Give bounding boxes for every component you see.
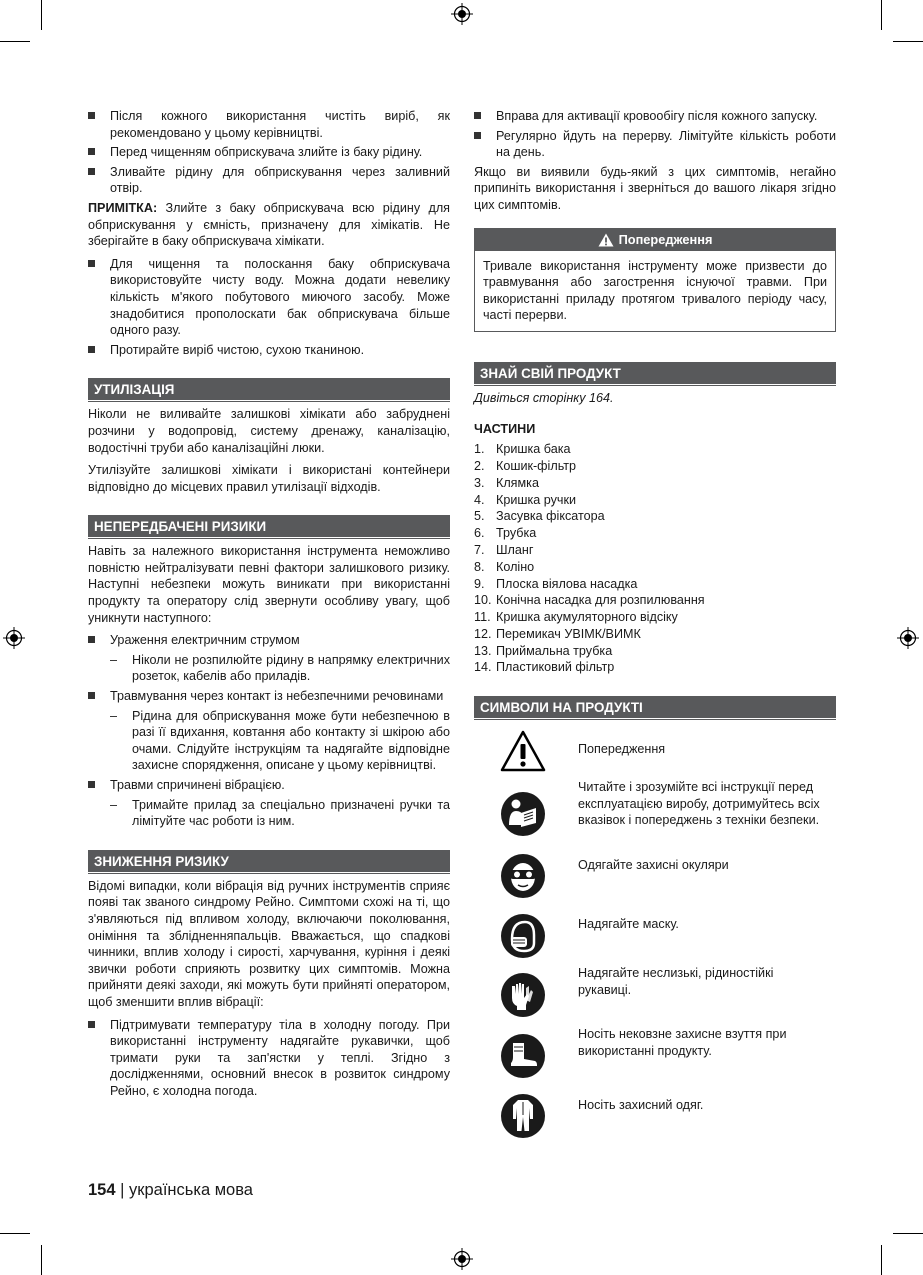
list-item: 10. Конічна насадка для розпилювання <box>474 593 705 608</box>
list-item: Ураження електричним струмом <box>88 632 450 649</box>
bullet-square-icon <box>88 781 95 788</box>
paragraph: Відомі випадки, коли вібрація від ручних інструментів сприяє появі так званого синдрому Рейно. Симптоми схожі на ті, що з'являються під впливом холоду, включаючи поколювання, оніміння та зблідненняпальців. Вважається, що спадкові чинники, вплив холоду і сирості, харчування, куріння і деякі звички роботи сприяють розвитку цих симптомів. Можна прийняти деякі заходи, які можуть бути прийняті оператором, щоб зменшити вплив вібрації: <box>88 878 450 1009</box>
crop-mark <box>881 1245 882 1275</box>
section-header-symbols: СИМВОЛИ НА ПРОДУКТІ <box>474 696 836 719</box>
symbol-row <box>474 1093 836 1153</box>
symbol-description: Надягайте маску. <box>578 917 679 932</box>
warning-text: Тривале використання інструменту може призвести до травмування або загострення існуючої травми. При використанні приладу протягом тривалого періоду часу, часті перерви. <box>483 258 827 323</box>
note-paragraph <box>88 200 450 250</box>
bullet-square-icon <box>88 168 95 175</box>
warning-box-header <box>475 229 835 251</box>
parts-title: ЧАСТИНИ <box>474 421 536 436</box>
list-item: Після кожного використання чистіть виріб, як рекомендовано у цьому керівництві. <box>88 108 450 141</box>
safety-goggles-icon <box>500 853 546 899</box>
bullet-square-icon <box>88 148 95 155</box>
footer-separator: | <box>115 1181 129 1199</box>
list-item: 11. Кришка акумуляторного відсіку <box>474 610 678 625</box>
registration-mark-icon <box>897 627 919 649</box>
page-number: 154 <box>88 1181 116 1199</box>
paragraph: Утилізуйте залишкові хімікати і використані контейнери відповідно до місцевих правил утилізації відходів. <box>88 463 450 494</box>
right-column <box>474 108 836 1153</box>
bullet-square-icon <box>88 346 95 353</box>
symbol-description: Одягайте захисні окуляри <box>578 858 729 873</box>
list-item: 13. Приймальна трубка <box>474 643 613 658</box>
list-item: 4. Кришка ручки <box>474 492 577 507</box>
left-column <box>88 108 450 1103</box>
warning-triangle-icon <box>500 730 546 772</box>
dash-marker: – <box>110 652 118 667</box>
list-item: 7. Шланг <box>474 542 534 557</box>
symbol-description: Носіть нековзне захисне взуття при використанні продукту. <box>578 1027 787 1058</box>
list-item: 5. Засувка фіксатора <box>474 509 605 524</box>
section-header-risk-reduction: ЗНИЖЕННЯ РИЗИКУ <box>88 850 450 873</box>
dash-marker: – <box>110 797 118 812</box>
symbol-description: Надягайте неслизькі, рідиностійкі рукавиці. <box>578 966 774 997</box>
list-item: Зливайте рідину для обприскування через заливний отвір. <box>88 164 450 197</box>
bullet-square-icon <box>88 1021 95 1028</box>
symbol-row <box>474 780 836 853</box>
bullet-square-icon <box>88 112 95 119</box>
symbol-description: Носіть захисний одяг. <box>578 1098 704 1113</box>
list-item: 1. Кришка бака <box>474 442 571 457</box>
crop-mark <box>0 1233 30 1234</box>
warning-title: Попередження <box>618 231 713 247</box>
list-item: 6. Трубка <box>474 526 537 541</box>
list-item: 3. Клямка <box>474 475 539 490</box>
section-header-disposal: УТИЛІЗАЦІЯ <box>88 378 450 401</box>
page-footer <box>88 1182 253 1199</box>
registration-mark-icon <box>3 627 25 649</box>
symbol-description: Попередження <box>578 742 666 757</box>
bullet-square-icon <box>474 112 481 119</box>
warning-triangle-icon <box>598 233 614 247</box>
dash-marker: – <box>110 708 118 723</box>
list-item: Травмування через контакт із небезпечними речовинами <box>88 688 450 705</box>
paragraph: Навіть за належного використання інструмента неможливо повністю нейтралізувати певні фактори залишкового ризику. Наступні небезпеки можуть виникати при використанні продукту та оператору слід звернути особливу увагу, щоб уникнути наступного: <box>88 544 450 625</box>
protective-clothing-icon <box>500 1093 546 1139</box>
paragraph: Ніколи не виливайте залишкові хімікати або забруднені розчини у водопровід, систему дренажу, каналізацію, водостічні труби або каналізаційні люки. <box>88 407 450 455</box>
list-item: 14. Пластиковий фільтр <box>474 660 615 675</box>
list-item: Підтримувати температуру тіла в холодну погоду. При використанні інструменту надягайте рукавички, щоб тримати руки та зап'ястки у теплі. Згідно з дослідженнями, основний внесок в розвиток синдрому Рейно, є холодна погода. <box>88 1017 450 1100</box>
crop-mark <box>41 0 42 30</box>
read-manual-icon <box>500 791 546 837</box>
sub-list-item: – Ніколи не розпилюйте рідину в напрямку електричних розеток, кабелів або приладів. <box>110 652 450 684</box>
list-item: 8. Коліно <box>474 559 535 574</box>
section-header-residual-risks: НЕПЕРЕДБАЧЕНІ РИЗИКИ <box>88 515 450 538</box>
list-item: Вправа для активації кровообігу після кожного запуску. <box>474 108 836 125</box>
note-label: ПРИМІТКА: <box>88 200 158 215</box>
symbol-row <box>474 853 836 913</box>
warning-box <box>474 228 836 332</box>
list-item: 2. Кошик-фільтр <box>474 458 577 473</box>
bullet-square-icon <box>88 692 95 699</box>
list-item: Протирайте виріб чистою, сухою тканиною. <box>88 342 450 359</box>
sub-list-item: – Рідина для обприскування може бути небезпечною в разі її вдихання, ковтання або контакту зі шкірою або очами. Слідуйте інструкціям та надягайте відповідне захисне спорядження, описане у цьому керівництві. <box>110 708 450 773</box>
list-item: Перед чищенням обприскувача злийте із баку рідину. <box>88 144 450 161</box>
symbol-row <box>474 1027 836 1093</box>
note-text: Злийте з баку обприскувача всю рідину для обприскування у ємність, призначену для хімікатів. Не зберігайте в баку обприскувача хімікати. <box>88 200 450 249</box>
list-item: 12. Перемикач УВІМК/ВИМК <box>474 626 641 641</box>
list-item: Травми спричинені вібрацією. <box>88 777 450 794</box>
list-item: 9. Плоска віялова насадка <box>474 576 638 591</box>
registration-mark-icon <box>451 1248 473 1270</box>
symbol-row <box>474 966 836 1033</box>
sub-list-item: – Тримайте прилад за спеціально призначені ручки та лімітуйте час роботи із ним. <box>110 797 450 829</box>
symbol-description: Читайте і зрозумійте всі інструкції перед експлуатацією виробу, дотримуйтесь всіх вказівок і попереджень з техніки безпеки. <box>578 780 820 828</box>
crop-mark <box>893 1233 923 1234</box>
symbol-row <box>474 913 836 973</box>
parts-list <box>474 441 836 676</box>
list-item: Для чищення та полоскання баку обприскувача використовуйте чисту воду. Можна додати невелику кількість м'якого побутового миючого засобу. Може знадобитися прополоскати бак обприскувача більше одного разу. <box>88 256 450 339</box>
bullet-square-icon <box>88 260 95 267</box>
section-header-know-product: ЗНАЙ СВІЙ ПРОДУКТ <box>474 362 836 385</box>
footer-language: українська мова <box>129 1181 253 1199</box>
crop-mark <box>41 1245 42 1275</box>
bullet-square-icon <box>88 636 95 643</box>
face-mask-icon <box>500 913 546 959</box>
paragraph: Якщо ви виявили будь-який з цих симптомів, негайно припиніть використання і зверніться до вашого лікаря згідно цих симптомів. <box>474 164 836 212</box>
crop-mark <box>881 0 882 30</box>
crop-mark <box>893 41 923 42</box>
safety-boots-icon <box>500 1033 546 1079</box>
crop-mark <box>0 41 30 42</box>
bullet-square-icon <box>474 132 481 139</box>
gloves-icon <box>500 972 546 1018</box>
list-item: Регулярно йдуть на перерву. Лімітуйте кількість роботи на день. <box>474 128 836 161</box>
see-page-reference: Дивіться сторінку 164. <box>474 390 614 405</box>
registration-mark-icon <box>451 3 473 25</box>
